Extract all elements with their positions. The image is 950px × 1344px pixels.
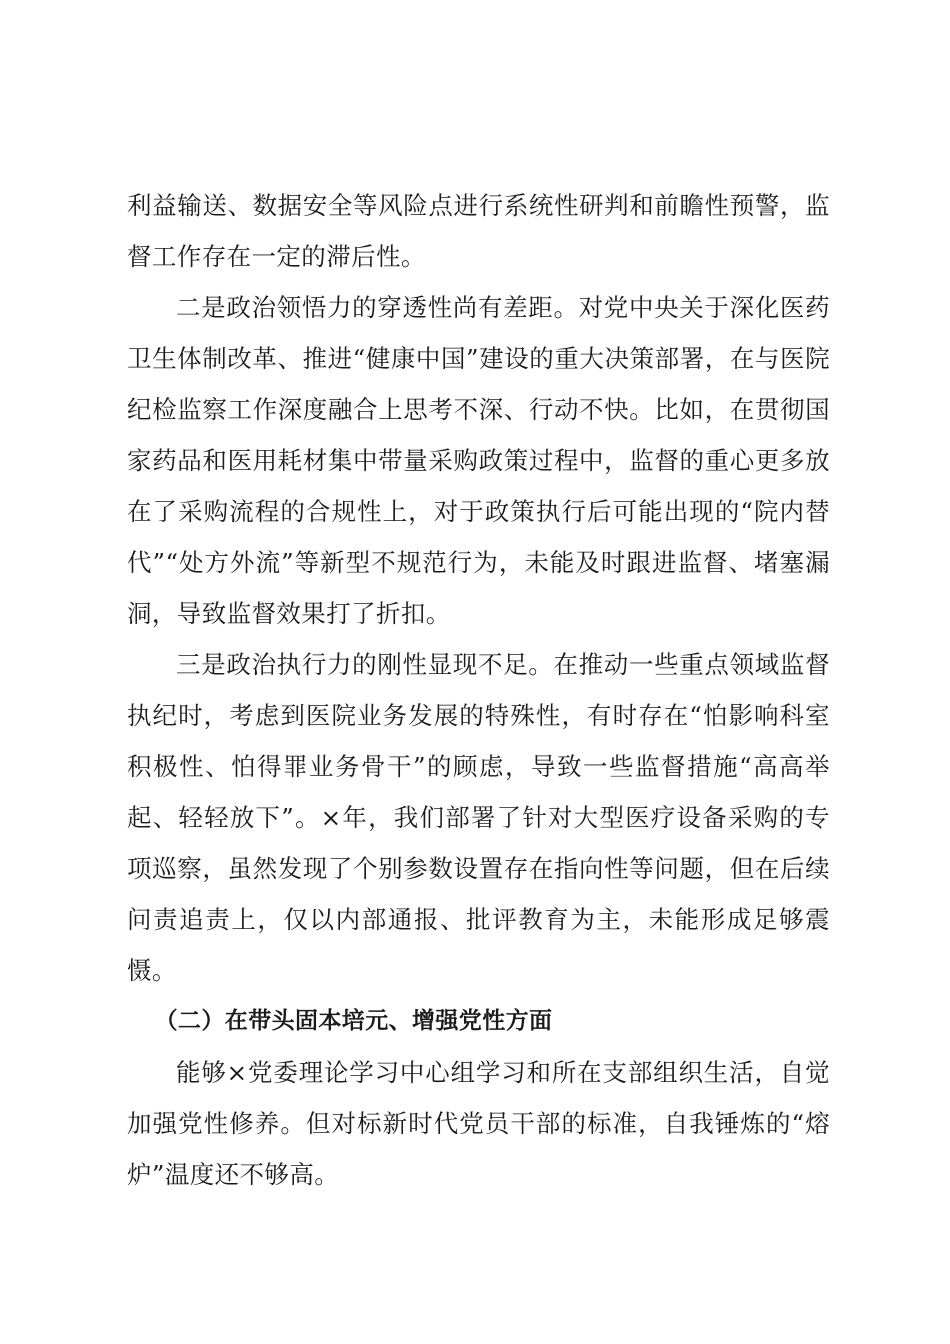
paragraph-party-spirit: 能够×党委理论学习中心组学习和所在支部组织生活，自觉加强党性修养。但对标新时代党员干部的标准，自我锤炼的“熔炉”温度还不够高。 bbox=[127, 1058, 830, 1189]
document-body bbox=[127, 180, 830, 1200]
paragraph-continuation: 利益输送、数据安全等风险点进行系统性研判和前瞻性预警，监督工作存在一定的滞后性。 bbox=[127, 191, 830, 271]
paragraph-political-understanding: 二是政治领悟力的穿透性尚有差距。对党中央关于深化医药卫生体制改革、推进“健康中国”建设的重大决策部署，在与医院纪检监察工作深度融合上思考不深、行动不快。比如，在贯彻国家药品和医用耗材集中带量采购政策过程中，监督的重心更多放在了采购流程的合规性上，对于政策执行后可能出现的“院内替代”“处方外流”等新型不规范行为，未能及时跟进监督、堵塞漏洞，导致监督效果打了折扣。 bbox=[127, 293, 830, 628]
paragraph-political-execution: 三是政治执行力的刚性显现不足。在推动一些重点领域监督执纪时，考虑到医院业务发展的特殊性，有时存在“怕影响科室积极性、怕得罪业务骨干”的顾虑，导致一些监督措施“高高举起、轻轻放下”。×年，我们部署了针对大型医疗设备采购的专项巡察，虽然发现了个别参数设置存在指向性等问题，但在后续问责追责上，仅以内部通报、批评教育为主，未能形成足够震慑。 bbox=[127, 650, 830, 985]
section-heading: （二）在带头固本培元、增强党性方面 bbox=[154, 1008, 553, 1034]
